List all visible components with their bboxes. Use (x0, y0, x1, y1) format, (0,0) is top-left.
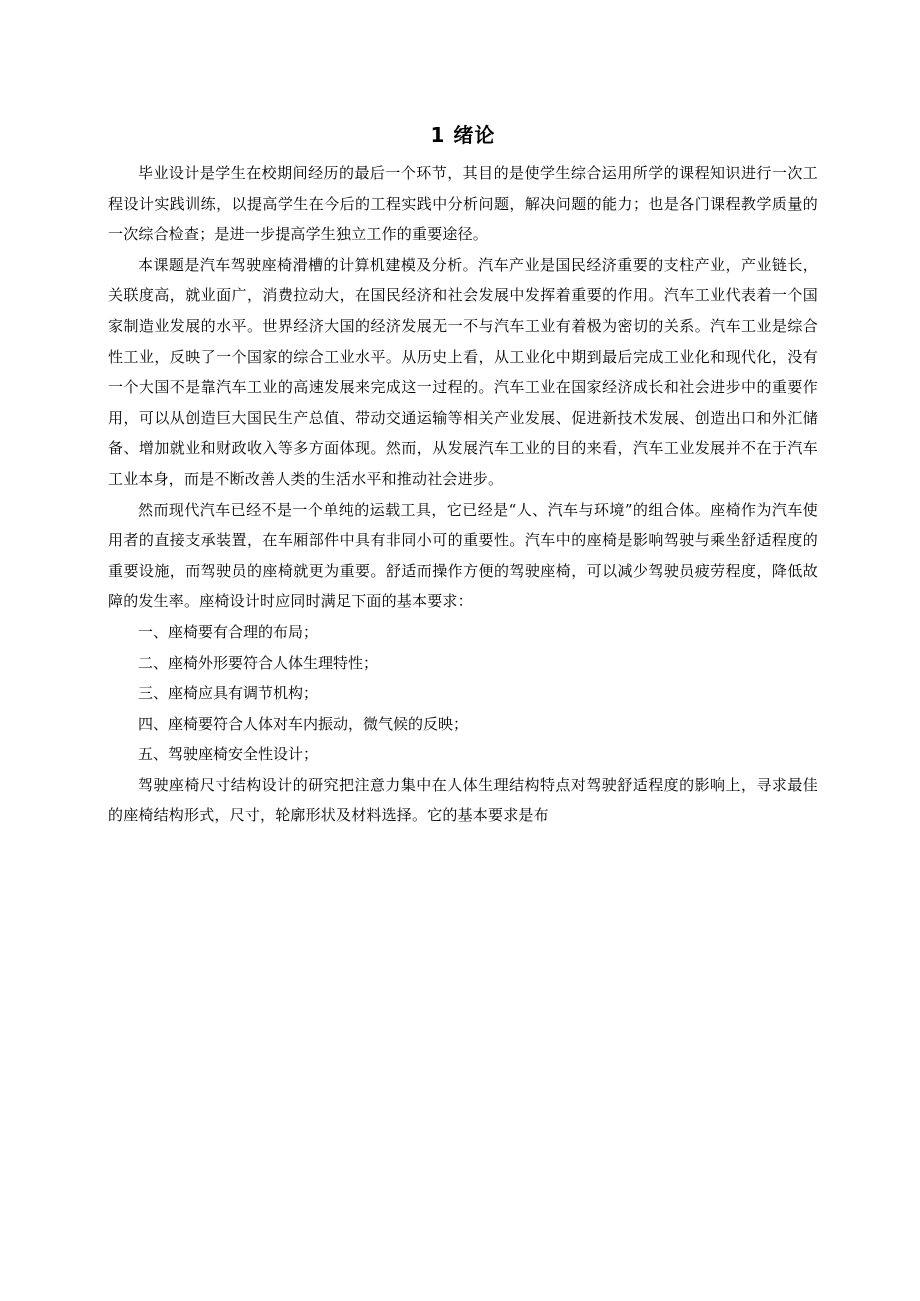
paragraph-seat-importance: 然而现代汽车已经不是一个单纯的运载工具，它已经是“人、汽车与环境”的组合体。座椅作为汽车使用者的直接支承装置，在车厢部件中具有非同小可的重要性。汽车中的座椅是影响驾驶与乘坐舒适程度的重要设施，而驾驶员的座椅就更为重要。舒适而操作方便的驾驶座椅，可以减少驾驶员疲劳程度，降低故障的发生率。座椅设计时应同时满足下面的基本要求： (108, 500, 818, 611)
requirement-item: 三、座椅应具有调节机构； (138, 684, 319, 703)
document-body (108, 118, 818, 831)
paragraph-intro: 毕业设计是学生在校期间经历的最后一个环节，其目的是使学生综合运用所学的课程知识进行一次工程设计实践训练，以提高学生在今后的工程实践中分析问题，解决问题的能力；也是各门课程教学质量的一次综合检查；是进一步提高学生独立工作的重要途径。 (108, 164, 818, 244)
requirement-item: 四、座椅要符合人体对车内振动，微气候的反映； (138, 714, 469, 733)
requirement-item: 五、驾驶座椅安全性设计； (138, 745, 319, 764)
requirement-item: 一、座椅要有合理的布局； (138, 622, 319, 641)
paragraph-closing: 驾驶座椅尺寸结构设计的研究把注意力集中在人体生理结构特点对驾驶舒适程度的影响上，寻求最佳的座椅结构形式，尺寸，轮廓形状及材料选择。它的基本要求是布 (108, 775, 818, 825)
chapter-title: 1 绪论 (430, 123, 496, 147)
paragraph-topic: 本课题是汽车驾驶座椅滑槽的计算机建模及分析。汽车产业是国民经济重要的支柱产业，产业链长，关联度高，就业面广，消费拉动大，在国民经济和社会发展中发挥着重要的作用。汽车工业代表着一个国家制造业发展的水平。世界经济大国的经济发展无一不与汽车工业有着极为密切的关系。汽车工业是综合性工业，反映了一个国家的综合工业水平。从历史上看，从工业化中期到最后完成工业化和现代化，没有一个大国不是靠汽车工业的高速发展来完成这一过程的。汽车工业在国家经济成长和社会进步中的重要作用，可以从创造巨大国民生产总值、带动交通运输等相关产业发展、促进新技术发展、创造出口和外汇储备、增加就业和财政收入等多方面体现。然而，从发展汽车工业的目的来看，汽车工业发展并不在于汽车工业本身，而是不断改善人类的生活水平和推动社会进步。 (108, 255, 818, 488)
requirement-item: 二、座椅外形要符合人体生理特性； (138, 653, 379, 672)
